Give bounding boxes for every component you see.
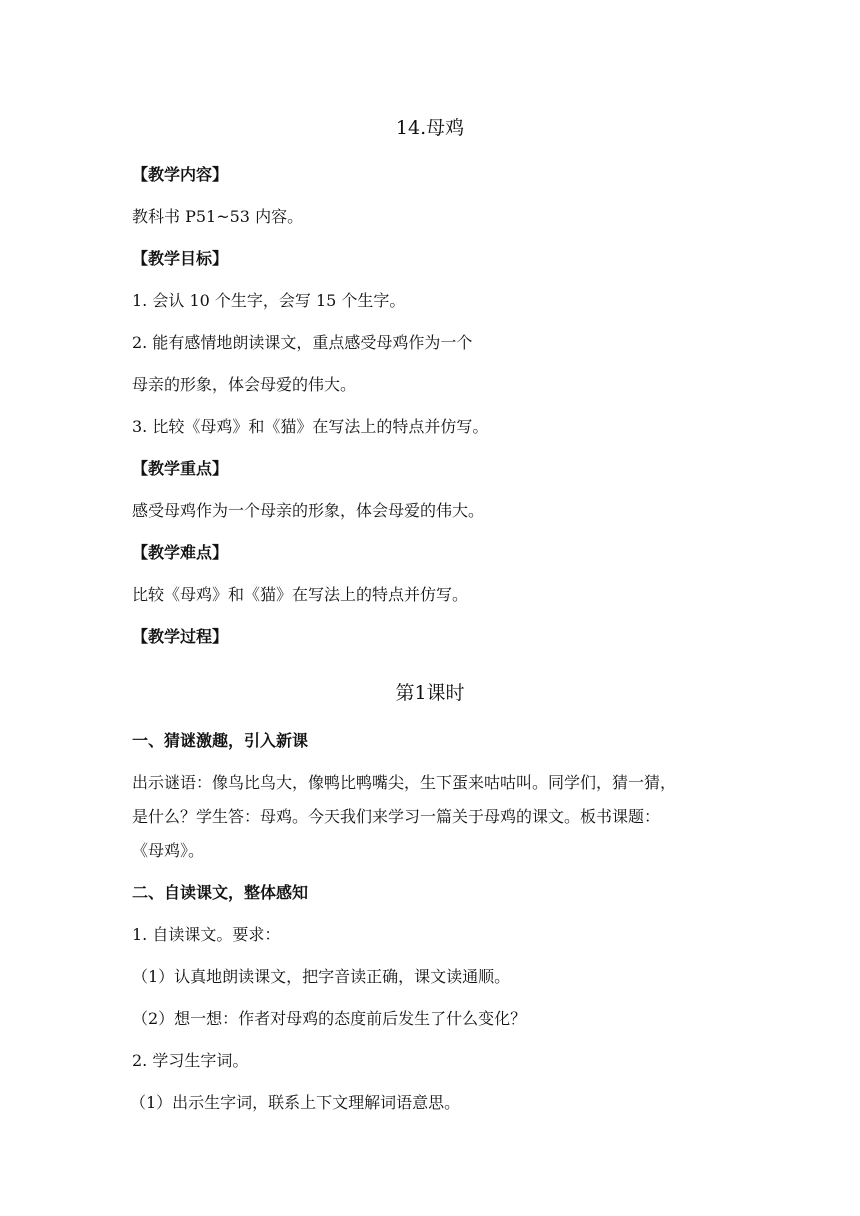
part1-line-3: 《母鸡》。 [132,841,205,860]
process-heading: 【教学过程】 [132,627,229,646]
part2-item-1a: （1）认真地朗读课文，把字音读正确，课文读通顺。 [132,967,511,986]
goal-item-3: 3. 比较《母鸡》和《猫》在写法上的特点并仿写。 [132,417,489,436]
part2-heading: 二、自读课文，整体感知 [132,883,309,902]
part2-item-1b: （2）想一想：作者对母鸡的态度前后发生了什么变化？ [132,1009,527,1028]
difficulty-heading: 【教学难点】 [132,543,229,562]
part2-item-2: 2. 学习生字词。 [132,1051,249,1070]
goal-item-2b: 母亲的形象，体会母爱的伟大。 [132,375,357,394]
lesson-title: 第1课时 [395,682,465,704]
goals-heading: 【教学目标】 [132,249,229,268]
key-text: 感受母鸡作为一个母亲的形象，体会母爱的伟大。 [132,501,485,520]
key-heading: 【教学重点】 [132,459,229,478]
part2-item-2a: （1）出示生字词，联系上下文理解词语意思。 [130,1093,461,1112]
part2-item-1: 1. 自读课文。要求： [132,925,281,944]
part1-heading: 一、猜谜激趣，引入新课 [132,731,309,750]
goal-item-1: 1. 会认 10 个生字，会写 15 个生字。 [132,291,406,310]
difficulty-text: 比较《母鸡》和《猫》在写法上的特点并仿写。 [132,585,469,604]
goal-item-2a: 2. 能有感情地朗读课文，重点感受母鸡作为一个 [132,333,473,352]
part1-line-1: 出示谜语：像鸟比鸟大，像鸭比鸭嘴尖，生下蛋来咕咕叫。同学们，猜一猜， [132,773,677,792]
document-title: 14.母鸡 [395,117,465,139]
part1-line-2: 是什么？学生答：母鸡。今天我们来学习一篇关于母鸡的课文。板书课题： [132,807,661,826]
content-heading: 【教学内容】 [132,165,229,184]
content-text: 教科书 P51~53 内容。 [132,207,304,226]
